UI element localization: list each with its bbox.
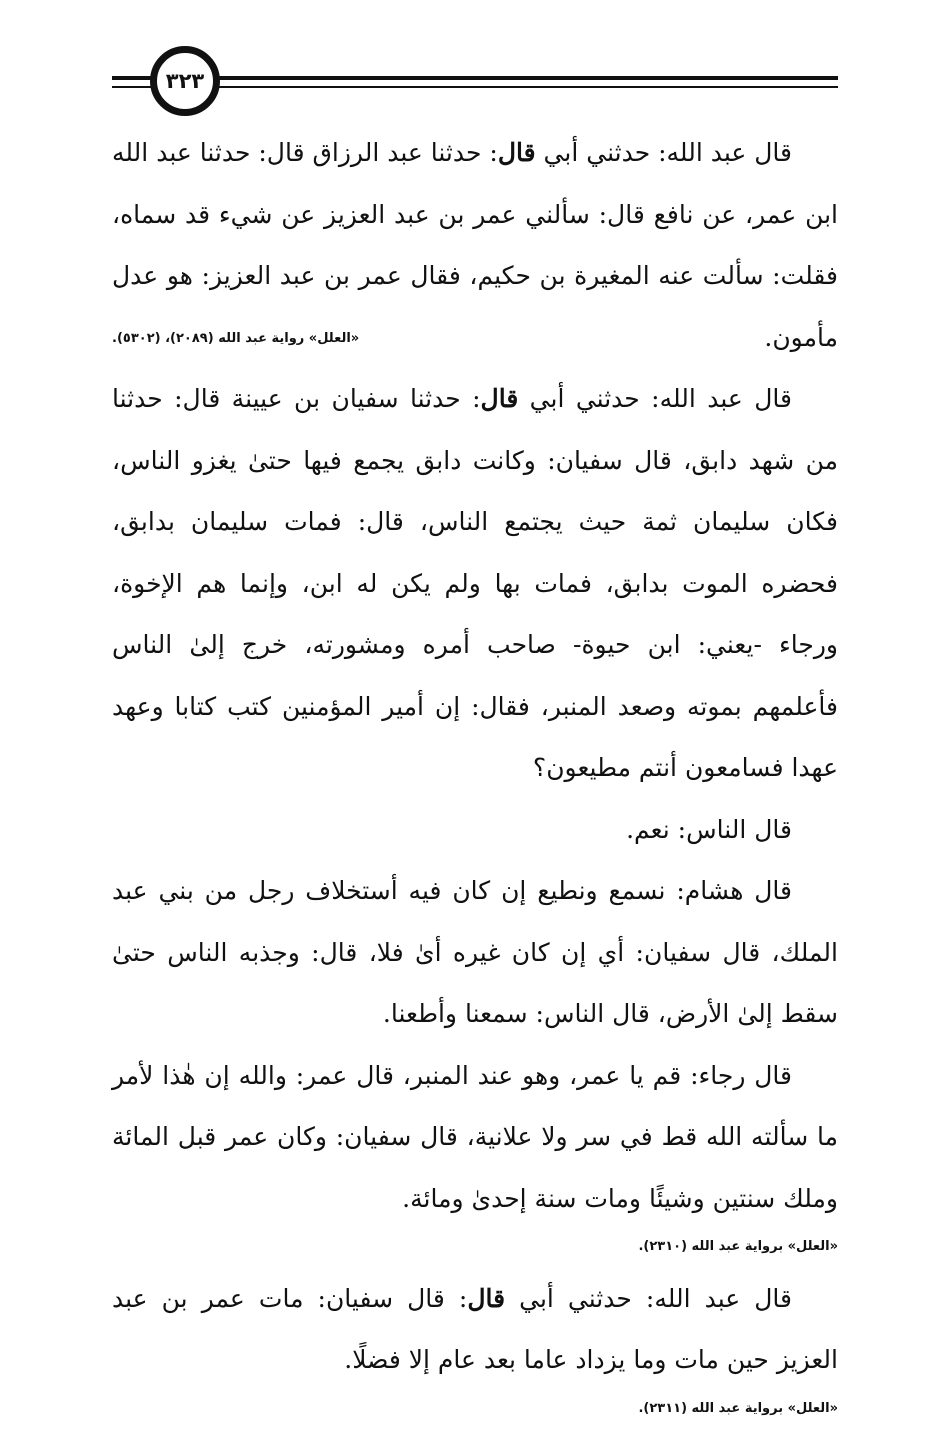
paragraph-1-before: قال عبد الله: حدثني أبي (535, 138, 792, 167)
paragraph-6 (112, 1268, 838, 1391)
paragraph-2 (112, 368, 838, 799)
page-number: ٣٢٣ (165, 68, 205, 93)
header-rule-thick (112, 76, 838, 80)
paragraph-5: قال رجاء: قم يا عمر، وهو عند المنبر، قال عمر: والله إن هٰذا لأمر ما سألته الله قط في سر ولا علانية، قال سفيان: وكان عمر قبل المائة وملك سنتين وشيئًا ومات سنة إحدىٰ ومائة. (112, 1060, 838, 1213)
paragraph-4: قال هشام: نسمع ونطيع إن كان فيه أستخلاف رجل من بني عبد الملك، قال سفيان: أي إن كان غيره أىٰ فلا، قال: وجذبه الناس حتىٰ سقط إلىٰ الأرض، قال الناس: سمعنا وأطعنا. (112, 876, 838, 1028)
paragraph-2-keyword: قال (480, 384, 519, 413)
page-number-badge (150, 46, 220, 116)
paragraph-1 (112, 122, 838, 368)
paragraph-1-after: : حدثنا عبد الرزاق قال: حدثنا عبد الله ابن عمر، عن نافع قال: سألني عمر بن عبد العزيز عن شيء قد سماه، فقلت: سألت عنه المغيرة بن حكيم، فقال عمر بن عبد العزيز: هو عدل مأمون. (112, 138, 838, 352)
paragraph-1-keyword: قال (497, 138, 536, 167)
reference-note-2: «العلل» برواية عبد الله (٢٣١٠). (638, 1239, 838, 1254)
paragraph-3: قال الناس: نعم. (626, 814, 792, 844)
paragraph-6-before: قال عبد الله: حدثني أبي (505, 1283, 792, 1313)
paragraph-2-after: : حدثنا سفيان بن عيينة قال: حدثنا من شهد دابق، قال سفيان: وكانت دابق يجمع فيها حتىٰ يغزو الناس، فكان سليمان ثمة حيث يجتمع الناس، قال: فمات سليمان بدابق، فحضره الموت بدابق، فمات بها ولم يكن له ابن، وإنما هم الإخوة، ورجاء -يعني: ابن حيوة- صاحب أمره ومشورته، خرج إلىٰ الناس فأعلمهم بموته وصعد المنبر، فقال: إن أمير المؤمنين كتب كتابا وعهد عهدا فسامعون أنتم مطيعون؟ (112, 384, 838, 782)
paragraph-6-after: : قال سفيان: مات عمر بن عبد العزيز حين مات وما يزداد عاما بعد عام إلا فضلًا. (112, 1283, 838, 1375)
paragraph-2-before: قال عبد الله: حدثني أبي (518, 384, 792, 413)
reference-note-3: «العلل» برواية عبد الله (٢٣١١). (638, 1400, 838, 1416)
header-rule-thin (112, 86, 838, 88)
paragraph-6-keyword: قال (467, 1283, 506, 1313)
reference-note-1: «العلل» رواية عبد الله (٢٠٨٩)، (٥٣٠٢). (112, 330, 360, 346)
page-body (112, 122, 838, 1430)
